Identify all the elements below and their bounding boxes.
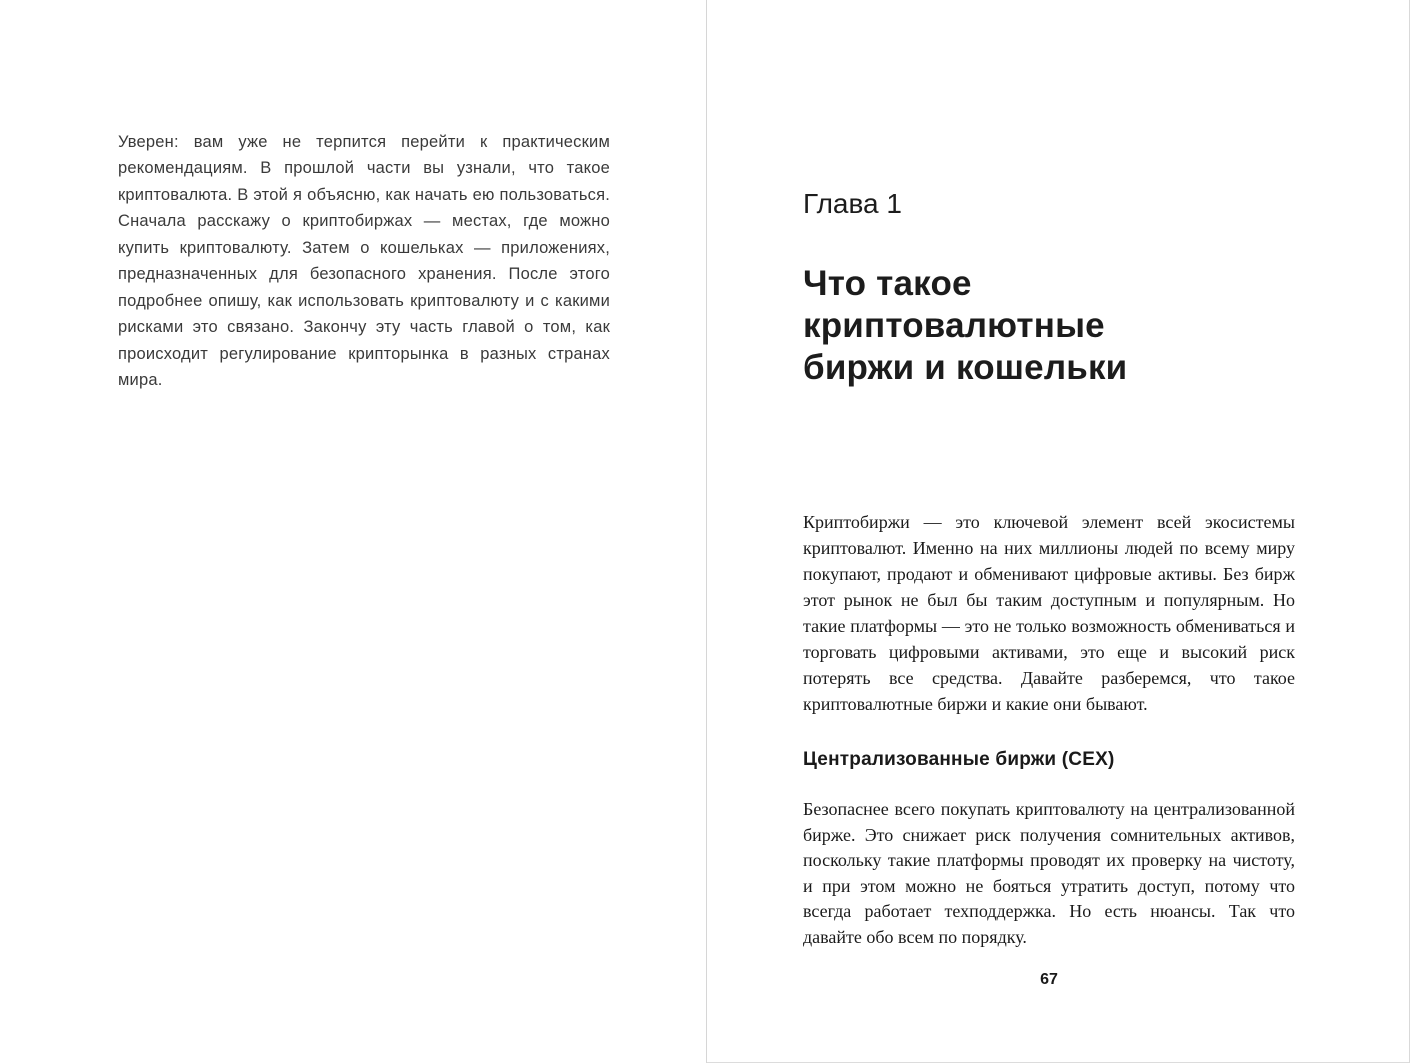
right-page (707, 0, 1410, 1063)
chapter-label: Глава 1 (803, 188, 902, 219)
page-number: 67 (1040, 971, 1058, 988)
section-heading: Централизованные биржи (CEX) (803, 748, 1115, 770)
chapter-title: Что такое криптовалютные биржи и кошельки (803, 264, 1128, 388)
intro-paragraph: Криптобиржи — это ключевой элемент всей экосистемы криптовалют. Именно на них миллионы людей по всему миру покупают, продают и обменивают цифровые активы. Без бирж этот рынок не был бы таким доступным и популярным. Но такие платформы — это не только возможность обмениваться и торговать цифровыми активами, это еще и высокий риск потерять все средства. Давайте разберемся, что такое криптовалютные биржи и какие они бывают. (803, 512, 1295, 714)
section-paragraph: Безопаснее всего покупать криптовалюту на централизованной бирже. Это снижает риск получения сомнительных активов, поскольку такие платформы проводят их проверку на чистоту, и при этом можно не бояться утратить доступ, потому что всегда работает техподдержка. Но есть нюансы. Так что давайте обо всем по порядку. (803, 799, 1295, 947)
left-page-paragraph: Уверен: вам уже не терпится перейти к практическим рекомендациям. В прошлой части вы узнали, что такое криптовалюта. В этой я объясню, как начать ею пользоваться. Сначала расскажу о криптобиржах — местах, где можно купить криптовалюту. Затем о кошельках — приложениях, предназначенных для безопасного хранения. После этого подробнее опишу, как использовать криптовалюту и с какими рисками это связано. Закончу эту часть главой о том, как происходит регулирование крипторынка в разных странах мира. (118, 132, 610, 389)
